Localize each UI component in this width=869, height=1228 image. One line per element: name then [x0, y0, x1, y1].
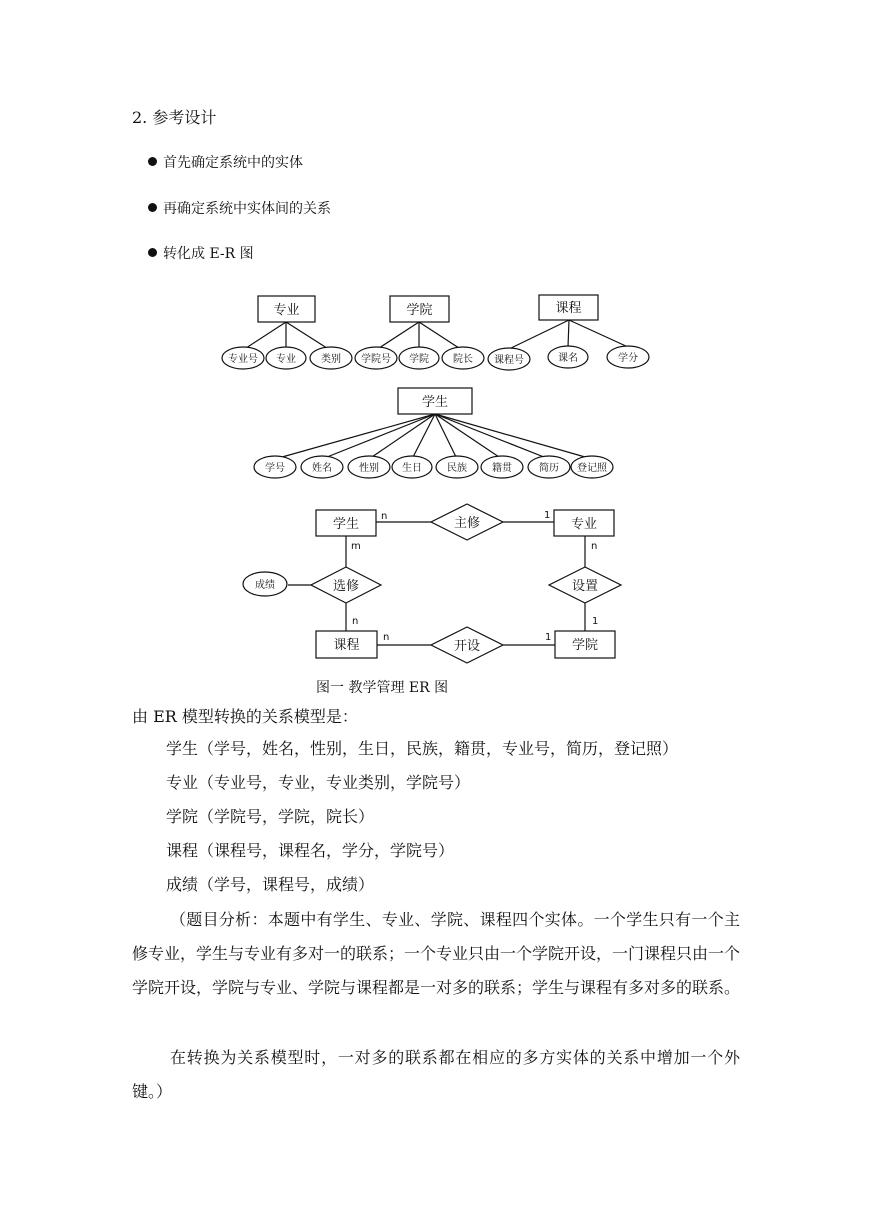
relation-item: 课程（课程号，课程名，学分，学院号） [166, 841, 455, 860]
section-heading: 2. 参考设计 [132, 108, 217, 127]
er-entity-college [555, 631, 615, 658]
attribute-ellipse [399, 347, 439, 369]
figure-caption: 图一 教学管理 ER 图 [316, 680, 449, 696]
svg-text:选修: 选修 [332, 579, 360, 594]
svg-text:学分: 学分 [618, 353, 638, 364]
attribute-ellipse [392, 456, 432, 478]
svg-text:设置: 设置 [571, 579, 599, 594]
attribute-ellipse [442, 347, 484, 369]
svg-text:院长: 院长 [453, 354, 473, 365]
analysis-paragraph-2: 在转换为关系模型时，一对多的联系都在相应的多方实体的关系中增加一个外键。） [132, 1048, 740, 1101]
attribute-ellipse [355, 347, 397, 369]
svg-text:学院号: 学院号 [361, 354, 391, 365]
svg-text:成绩: 成绩 [255, 580, 275, 591]
attribute-ellipse [266, 347, 306, 369]
bullet-dot-icon [148, 157, 157, 166]
svg-text:学生: 学生 [332, 517, 360, 532]
attribute-ellipse [222, 347, 264, 369]
attribute-ellipse [436, 456, 478, 478]
svg-text:专业号: 专业号 [228, 354, 258, 365]
svg-text:类别: 类别 [321, 354, 341, 365]
entity-major [258, 296, 315, 322]
er-entity-student [316, 510, 376, 536]
cardinality-label: 1 [592, 616, 599, 627]
relation-item: 成绩（学号，课程号，成绩） [166, 875, 375, 894]
cardinality-label: n [352, 616, 359, 627]
er-entity-course [316, 631, 377, 658]
analysis-paragraph: （题目分析：本题中有学生、专业、学院、课程四个实体。一个学生只有一个主修专业，学生与专业有多对一的联系；一个专业只由一个学院开设，一门课程只由一个学院开设，学院与专业、学院与课程都是一对多的联系；学生与课程有多对多的联系。 [132, 910, 741, 997]
svg-text:专业: 专业 [276, 354, 296, 365]
svg-text:登记照: 登记照 [577, 463, 607, 474]
svg-text:简历: 简历 [539, 463, 559, 474]
cardinality-label: n [383, 632, 390, 643]
bullet-item: 转化成 E-R 图 [148, 243, 254, 263]
bullet-item: 再确定系统中实体间的关系 [148, 198, 331, 218]
svg-text:学号: 学号 [265, 463, 285, 474]
bullet-dot-icon [148, 203, 157, 212]
bullet-dot-icon [148, 248, 157, 257]
cardinality-label: m [351, 541, 361, 552]
svg-text:专业: 专业 [273, 303, 300, 318]
attribute-ellipse [348, 456, 390, 478]
svg-text:学生: 学生 [421, 395, 449, 410]
er-diagram [0, 285, 869, 680]
attribute-ellipse [571, 456, 613, 478]
attribute-ellipse [607, 346, 649, 368]
entity-college [390, 296, 449, 322]
relationship-setup-diamond [549, 567, 621, 603]
cardinality-label: 1 [544, 510, 551, 521]
svg-text:学院: 学院 [406, 303, 433, 318]
attribute-ellipse [310, 347, 352, 369]
relationship-major-diamond [431, 504, 503, 540]
grade-attribute-ellipse [243, 572, 287, 596]
svg-text:学院: 学院 [571, 638, 599, 653]
svg-text:生日: 生日 [402, 463, 422, 474]
attribute-ellipse [488, 348, 530, 370]
svg-text:课程号: 课程号 [494, 355, 524, 366]
svg-text:籍贯: 籍贯 [492, 463, 512, 474]
relation-item: 学生（学号，姓名，性别，生日，民族，籍贯，专业号，简历，登记照） [166, 739, 679, 758]
relations-intro: 由 ER 模型转换的关系模型是： [132, 707, 358, 726]
svg-text:课程: 课程 [555, 301, 582, 316]
svg-text:性别: 性别 [359, 463, 379, 474]
svg-text:民族: 民族 [447, 463, 467, 474]
attribute-ellipse [254, 456, 296, 478]
attribute-ellipse [301, 456, 343, 478]
svg-text:学院: 学院 [409, 354, 429, 365]
svg-text:课名: 课名 [558, 353, 578, 364]
er-entity-major [554, 510, 614, 536]
attribute-ellipse [481, 456, 523, 478]
relation-item: 专业（专业号，专业，专业类别，学院号） [166, 773, 471, 792]
svg-text:专业: 专业 [570, 517, 598, 532]
cardinality-label: n [381, 511, 388, 522]
relationship-select-diamond [311, 567, 381, 603]
bullet-item: 首先确定系统中的实体 [148, 152, 303, 172]
relationship-offer-diamond [431, 627, 503, 663]
cardinality-label: n [591, 541, 598, 552]
svg-text:姓名: 姓名 [312, 463, 332, 474]
attribute-ellipse [548, 346, 588, 368]
attribute-ellipse [528, 456, 570, 478]
relation-item: 学院（学院号，学院，院长） [166, 807, 375, 826]
svg-text:主修: 主修 [453, 516, 481, 531]
svg-text:开设: 开设 [453, 639, 481, 654]
entity-student [398, 388, 472, 414]
entity-course [539, 295, 598, 320]
cardinality-label: 1 [545, 632, 552, 643]
svg-text:课程: 课程 [333, 638, 360, 653]
